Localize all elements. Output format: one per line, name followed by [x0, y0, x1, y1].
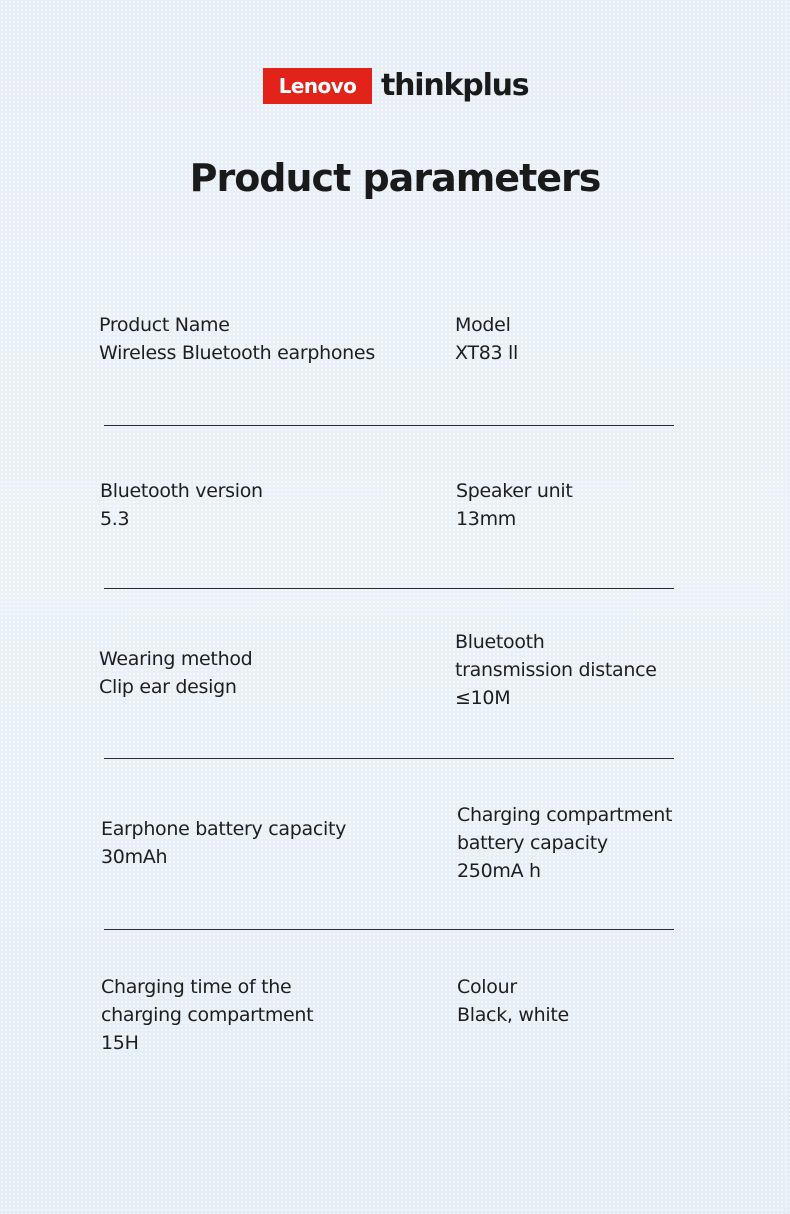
param-transmission-distance	[455, 628, 657, 712]
param-model	[455, 311, 518, 367]
param-charging-time	[101, 973, 313, 1057]
param-value: 30mAh	[101, 846, 168, 868]
param-label: Charging time of the charging compartment	[101, 976, 314, 1026]
param-value: 5.3	[100, 508, 130, 530]
param-label: Product Name	[99, 314, 230, 336]
param-earphone-battery	[101, 815, 346, 871]
param-label: Charging compartment battery capacity	[457, 804, 673, 854]
param-label: Bluetooth version	[100, 480, 263, 502]
row-divider	[104, 425, 674, 426]
param-case-battery	[457, 801, 672, 885]
param-bluetooth-version	[100, 477, 263, 533]
page-title: Product parameters	[189, 156, 601, 200]
param-value: ≤10M	[455, 687, 511, 709]
param-wearing-method	[99, 645, 252, 701]
param-label: Colour	[457, 976, 517, 998]
thinkplus-logo: thinkplus	[381, 68, 529, 103]
param-label: Model	[455, 314, 511, 336]
param-value: Wireless Bluetooth earphones	[99, 342, 375, 364]
param-value: 250mA h	[457, 860, 541, 882]
param-label: Earphone battery capacity	[101, 818, 347, 840]
param-value: 15H	[101, 1032, 139, 1054]
param-value: XT83 ll	[455, 342, 518, 364]
row-divider	[104, 758, 674, 759]
param-value: Black, white	[457, 1004, 569, 1026]
brand-logo	[263, 68, 528, 104]
param-speaker-unit	[456, 477, 573, 533]
row-divider	[104, 929, 674, 930]
param-label: Speaker unit	[456, 480, 573, 502]
param-value: 13mm	[456, 508, 516, 530]
param-value: Clip ear design	[99, 676, 237, 698]
param-label: Wearing method	[99, 648, 253, 670]
param-product-name	[99, 311, 375, 367]
param-colour	[457, 973, 569, 1029]
row-divider	[104, 588, 674, 589]
lenovo-logo: Lenovo	[263, 68, 372, 104]
param-label: Bluetooth transmission distance	[455, 631, 657, 681]
